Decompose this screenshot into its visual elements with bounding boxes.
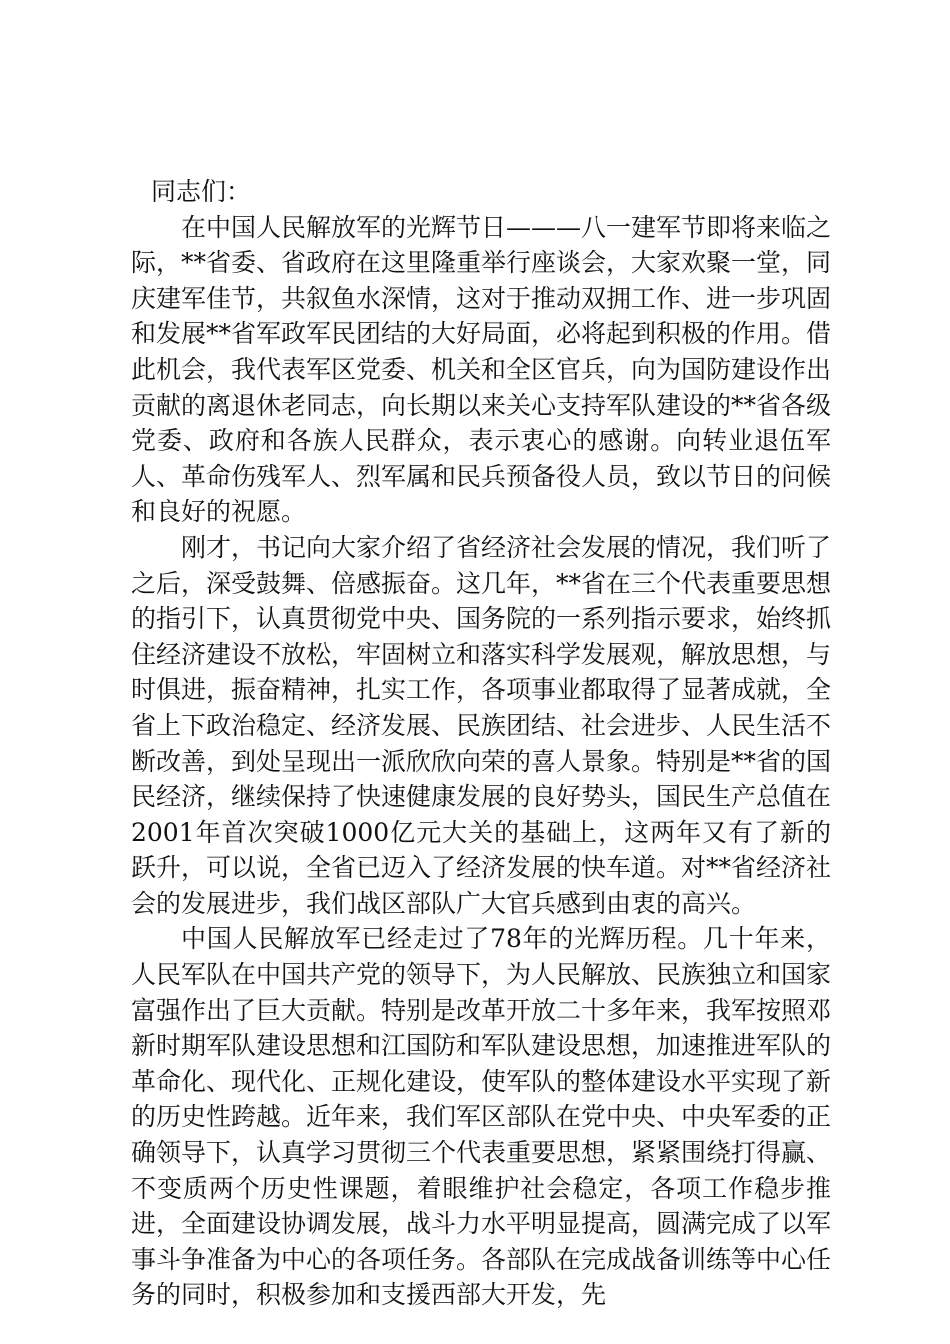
document-body [131,174,831,1313]
salutation: 同志们： [151,177,252,206]
paragraph-1: 在中国人民解放军的光辉节日———八一建军节即将来临之际，**省委、省政府在这里隆重举行座谈会，大家欢聚一堂，同庆建军佳节，共叙鱼水深情，这对于推动双拥工作、进一步巩固和发展**省军政军民团结的大好局面，必将起到积极的作用。借此机会，我代表军区党委、机关和全区官兵，向为国防建设作出贡献的离退休老同志，向长期以来关心支持军队建设的**省各级党委、政府和各族人民群众，表示衷心的感谢。向转业退伍军人、革命伤残军人、烈军属和民兵预备役人员，致以节日的问候和良好的祝愿。 [131,212,832,527]
paragraph-2: 刚才，书记向大家介绍了省经济社会发展的情况，我们听了之后，深受鼓舞、倍感振奋。这几年，**省在三个代表重要思想的指引下，认真贯彻党中央、国务院的一系列指示要求，始终抓住经济建设不放松，牢固树立和落实科学发展观，解放思想，与时俱进，振奋精神，扎实工作，各项事业都取得了显著成就，全省上下政治稳定、经济发展、民族团结、社会进步、人民生活不断改善，到处呈现出一派欣欣向荣的喜人景象。特别是**省的国民经济，继续保持了快速健康发展的良好势头，国民生产总值在2001年首次突破1000亿元大关的基础上，这两年又有了新的跃升，可以说，全省已迈入了经济发展的快车道。对**省经济社会的发展进步，我们战区部队广大官兵感到由衷的高兴。 [131,532,832,918]
paragraph-3: 中国人民解放军已经走过了78年的光辉历程。几十年来，人民军队在中国共产党的领导下，为人民解放、民族独立和国家富强作出了巨大贡献。特别是改革开放二十多年来，我军按照邓新时期军队建设思想和江国防和军队建设思想，加速推进军队的革命化、现代化、正规化建设，使军队的整体建设水平实现了新的历史性跨越。近年来，我们军区部队在党中央、中央军委的正确领导下，认真学习贯彻三个代表重要思想，紧紧围绕打得赢、不变质两个历史性课题，着眼维护社会稳定，各项工作稳步推进，全面建设协调发展，战斗力水平明显提高，圆满完成了以军事斗争准备为中心的各项任务。各部队在完成战备训练等中心任务的同时，积极参加和支援西部大开发，先 [131,924,832,1310]
